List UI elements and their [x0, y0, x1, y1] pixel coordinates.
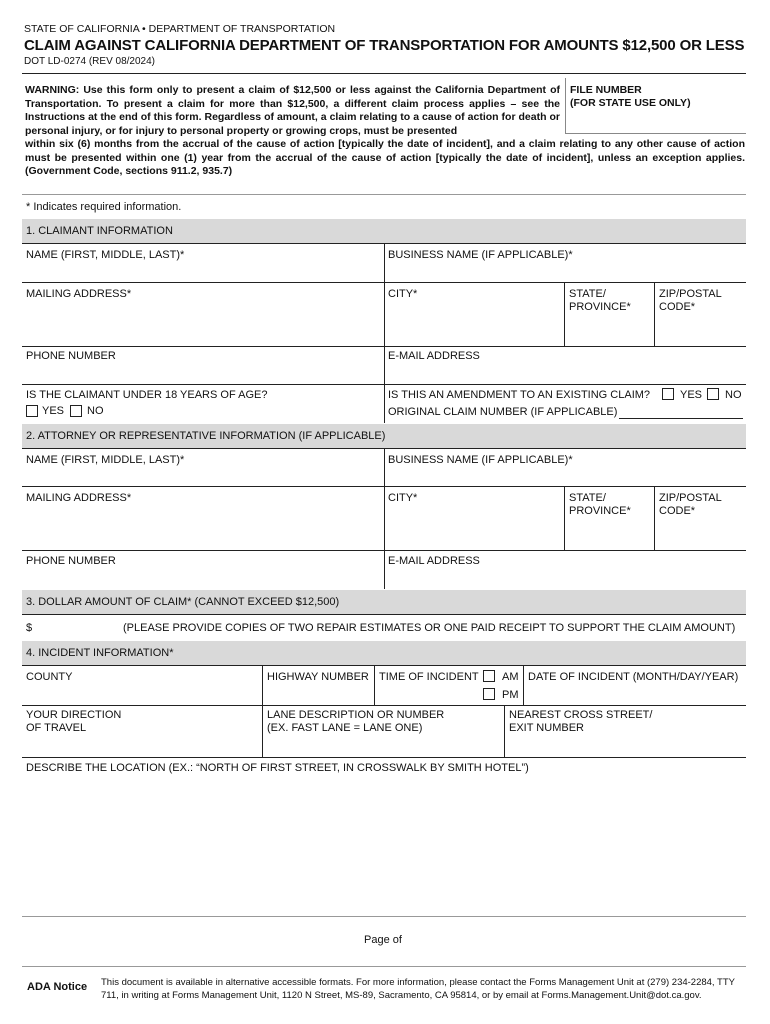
am-checkbox[interactable] [483, 670, 495, 682]
claimant-state-label-1: STATE/ [569, 288, 606, 300]
cell-divider [384, 448, 385, 486]
cell-divider [262, 665, 263, 757]
date-of-incident-field[interactable] [528, 688, 743, 704]
rep-email-label: E-MAIL ADDRESS [388, 555, 480, 567]
rep-zip-label-2: CODE* [659, 505, 696, 517]
section-1-header [22, 219, 746, 243]
claimant-mailing-label: MAILING ADDRESS* [26, 288, 132, 300]
am-label: AM [502, 671, 519, 683]
rep-email-field[interactable] [388, 571, 743, 587]
rep-name-label: NAME (FIRST, MIDDLE, LAST)* [26, 454, 185, 466]
section-2-header [22, 424, 746, 448]
claimant-email-field[interactable] [388, 366, 743, 382]
file-number-label: FILE NUMBER [570, 84, 642, 96]
ada-notice-text: This document is available in alternative accessible formats. For more information, please contact the Forms Management Unit at (279) 234-2284, TTY 711, in writing at Forms Management Unit, 1120 N Street, MS-89, Sacramento, CA 95814, or by email at Forms.Management.Unit@dot.ca.gov. [101, 977, 735, 1001]
cell-divider [654, 486, 655, 550]
under18-no-label: NO [87, 405, 104, 417]
cell-divider [523, 665, 524, 705]
section-3-header [22, 590, 746, 614]
row-line [22, 705, 746, 706]
warning-text-bottom: within six (6) months from the accrual of the cause of action [typically the date of incident], and a claim relating to any other cause of action must be presented within one (1) year from the accrual of the cause of action [typically the date of incident], unless an exception applies. (Government Code, sections 911.2, 935.7) [25, 138, 745, 177]
cell-divider [384, 282, 385, 346]
rep-city-label: CITY* [388, 492, 418, 504]
row-line [22, 757, 746, 758]
lane-label-1: LANE DESCRIPTION OR NUMBER [267, 709, 445, 721]
claimant-city-label: CITY* [388, 288, 418, 300]
required-note: * Indicates required information. [26, 201, 182, 213]
time-of-incident-field[interactable] [379, 688, 477, 704]
amendment-yes-label: YES [680, 389, 703, 401]
cell-divider [384, 346, 385, 384]
original-claim-field[interactable] [619, 404, 743, 419]
amendment-question: IS THIS AN AMENDMENT TO AN EXISTING CLAIM? [388, 389, 651, 401]
county-field[interactable] [26, 686, 256, 702]
time-of-incident-label: TIME OF INCIDENT [379, 671, 479, 683]
file-number-sublabel: (FOR STATE USE ONLY) [570, 97, 691, 109]
section-3-title: 3. DOLLAR AMOUNT OF CLAIM* (CANNOT EXCEED $12,500) [26, 596, 340, 608]
rep-zip-field[interactable] [659, 525, 743, 541]
rep-state-field[interactable] [569, 525, 649, 541]
cell-divider [384, 243, 385, 282]
cross-street-label-2: EXIT NUMBER [509, 722, 584, 734]
claim-amount-note: (PLEASE PROVIDE COPIES OF TWO REPAIR ESTIMATES OR ONE PAID RECEIPT TO SUPPORT THE CLAIM AMOUNT) [123, 622, 736, 634]
claimant-zip-label-1: ZIP/POSTAL [659, 288, 722, 300]
rep-city-field[interactable] [388, 520, 560, 536]
rep-business-field[interactable] [388, 469, 743, 485]
section-1-title: 1. CLAIMANT INFORMATION [26, 225, 173, 237]
location-description-field[interactable] [26, 780, 743, 910]
rep-business-label: BUSINESS NAME (IF APPLICABLE)* [388, 454, 573, 466]
claimant-name-field[interactable] [26, 264, 376, 280]
page-number-label: Page of [364, 934, 402, 946]
highway-number-field[interactable] [267, 688, 369, 704]
amendment-no-label: NO [725, 389, 742, 401]
direction-field[interactable] [26, 738, 256, 754]
claimant-zip-field[interactable] [659, 320, 743, 336]
cell-divider [374, 665, 375, 705]
agency-header: STATE OF CALIFORNIA • DEPARTMENT OF TRANSPORTATION [24, 23, 336, 35]
claimant-state-field[interactable] [569, 320, 649, 336]
original-claim-label: ORIGINAL CLAIM NUMBER (IF APPLICABLE) [388, 406, 618, 418]
claimant-mailing-field[interactable] [26, 315, 376, 331]
section-4-title: 4. INCIDENT INFORMATION* [26, 647, 174, 659]
location-label: DESCRIBE THE LOCATION (EX.: “NORTH OF FIRST STREET, IN CROSSWALK BY SMITH HOTEL”) [26, 762, 529, 774]
section-4-header [22, 641, 746, 665]
footer-divider [22, 966, 746, 967]
rep-zip-label-1: ZIP/POSTAL [659, 492, 722, 504]
dollar-sign: $ [26, 622, 33, 634]
under18-yes-label: YES [42, 405, 65, 417]
cross-street-field[interactable] [509, 738, 743, 754]
cell-divider [564, 282, 565, 346]
county-label: COUNTY [26, 671, 73, 683]
claimant-phone-label: PHONE NUMBER [26, 350, 116, 362]
pm-checkbox[interactable] [483, 688, 495, 700]
lane-field[interactable] [267, 738, 497, 754]
lane-label-2: (EX. FAST LANE = LANE ONE) [267, 722, 423, 734]
under18-yes-checkbox[interactable] [26, 405, 38, 417]
section-2-title: 2. ATTORNEY OR REPRESENTATIVE INFORMATION (IF APPLICABLE) [26, 430, 386, 442]
claimant-name-label: NAME (FIRST, MIDDLE, LAST)* [26, 249, 185, 261]
section-4-line [22, 665, 746, 666]
form-number: DOT LD-0274 (REV 08/2024) [24, 56, 155, 67]
rep-phone-field[interactable] [26, 571, 376, 587]
claim-amount-field[interactable] [36, 620, 116, 636]
claimant-zip-label-2: CODE* [659, 301, 696, 313]
location-bottom-line [22, 916, 746, 917]
amendment-yes-checkbox[interactable] [662, 388, 674, 400]
rep-state-label-1: STATE/ [569, 492, 606, 504]
amendment-no-checkbox[interactable] [707, 388, 719, 400]
cell-divider [384, 384, 385, 423]
warning-text-top: WARNING: Use this form only to present a claim of $12,500 or less against the California Department of Transportation. To present a claim for more than $12,500, a different claim process applies – see the Instructions at the end of this form. Regardless of amount, a claim relating to a cause of action for death or personal injury, or for injury to personal property or growing crops, must be presented [25, 84, 560, 137]
cell-divider [384, 486, 385, 550]
cross-street-label-1: NEAREST CROSS STREET/ [509, 709, 653, 721]
form-title: CLAIM AGAINST CALIFORNIA DEPARTMENT OF TRANSPORTATION FOR AMOUNTS $12,500 OR LESS [24, 37, 745, 54]
rep-mailing-field[interactable] [26, 520, 376, 536]
warning-divider [22, 194, 746, 195]
under18-no-checkbox[interactable] [70, 405, 82, 417]
highway-number-label: HIGHWAY NUMBER [267, 671, 369, 683]
date-of-incident-label: DATE OF INCIDENT (MONTH/DAY/YEAR) [528, 671, 739, 683]
cell-divider [564, 486, 565, 550]
cell-divider [654, 282, 655, 346]
claimant-city-field[interactable] [388, 315, 560, 331]
direction-label-1: YOUR DIRECTION [26, 709, 122, 721]
ada-notice-label: ADA Notice [27, 981, 88, 993]
rep-state-label-2: PROVINCE* [569, 505, 631, 517]
rep-phone-label: PHONE NUMBER [26, 555, 116, 567]
header-divider [22, 73, 746, 74]
section-3-line [22, 614, 746, 615]
direction-label-2: OF TRAVEL [26, 722, 87, 734]
claimant-business-field[interactable] [388, 264, 743, 280]
claimant-email-label: E-MAIL ADDRESS [388, 350, 480, 362]
claimant-phone-field[interactable] [26, 366, 376, 382]
pm-label: PM [502, 689, 519, 701]
rep-mailing-label: MAILING ADDRESS* [26, 492, 132, 504]
claimant-business-label: BUSINESS NAME (IF APPLICABLE)* [388, 249, 573, 261]
cell-divider [504, 705, 505, 757]
cell-divider [384, 550, 385, 589]
rep-name-field[interactable] [26, 469, 376, 485]
under18-question: IS THE CLAIMANT UNDER 18 YEARS OF AGE? [26, 389, 268, 401]
claimant-state-label-2: PROVINCE* [569, 301, 631, 313]
